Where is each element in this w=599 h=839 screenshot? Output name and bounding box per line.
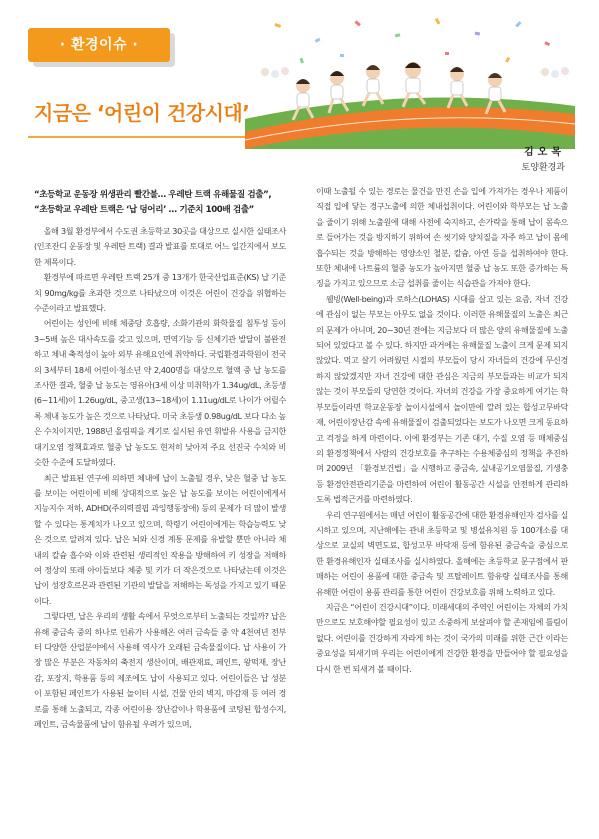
- body-paragraph: 우리 연구원에서는 매년 어린이 활동공간에 대한 환경유해인자 검사를 실시하고 있으며, 지난해에는 관내 초등학교 및 병설유치원 등 100개소를 대상으로 교실의 벽면도료, 합성고무 바닥재 등에 함유된 중금속을 중심으로 한 환경유해인자 실태조사를 실시하였다. 올해에는 초등학교 문구점에서 판매하는 어린이 용품에 대한 중금속 및 프탈레이트 함유량 실태조사를 통해 유해한 어린이 용품 관리를 통한 어린이 건강보호를 위해 노력하고 있다.: [316, 509, 568, 597]
- body-paragraph: 이때 노출될 수 있는 경로는 물건을 만진 손을 입에 가져가는 경우나 제품이 직접 입에 닿는 경구노출에 의한 체내섭취이다. 어린이와 학부모는 납 노출을 줄이기 위해 노출원에 대해 사전에 숙지하고, 손가락을 통해 납이 몸속으로 들어가는 것을 방지하기 위하여 손 씻기와 양치질을 자주 하고 납이 몸에 흡수되는 것을 방해하는 영양소인 철분, 칼슘, 아연 등을 섭취하여야 한다. 또한 체내에 나트륨의 혈중 농도가 높아지면 혈중 납 농도 또한 증가하는 특징을 가지고 있으므로 소금 섭취를 줄이는 식습관을 가져야 한다.: [316, 186, 568, 289]
- running-children-illustration: [245, 14, 575, 149]
- section-tab: · 환경이슈 ·: [28, 28, 170, 62]
- body-paragraph: 올해 3월 환경부에서 수도권 초등학교 30곳을 대상으로 실시한 실태조사(인조잔디 운동장 및 우레탄 트랙) 결과 발표를 토대로 어느 일간지에서 보도한 제목이다.: [34, 226, 286, 267]
- child-runner-3: [363, 65, 383, 106]
- quoted-headline: “초등학교 우레탄 트랙은 ‘납 덩어리’ … 기준치 100배 검출”: [34, 205, 254, 215]
- body-paragraph: 어린이는 성인에 비해 체중당 호흡량, 소화기관의 화학물질 침투성 등이 3~5배 높은 대사속도를 갖고 있으며, 면역기능 등 신체기관 발달이 불완전하고 체내 축적성이 높아 외부 유해요인에 취약하다. 국립환경과학원이 전국의 3세부터 18세 어린이·청소년 약 2,400명을 대상으로 혈액 중 납 농도를 조사한 결과, 혈중 납 농도는 영유아(3세 이상 미취학)가 1.34ug/dL, 초등생(6~11세)이 1.26ug/dL, 중고생(13~18세)이 1.11ug/dL로 나이가 어릴수록 체내 농도가 높은 것으로 나타났다. 미국 초등생 0.98ug/dL 보다 다소 높은 수치이지만, 1988년 올림픽을 계기로 실시된 유연 휘발유 사용을 금지한 대기오염 정책효과로 혈중 납 농도도 현저히 낮아져 주요 선진국 수치와 비슷한 수준에 도달하였다.: [34, 318, 286, 468]
- author-name: 김오목: [524, 147, 565, 158]
- author-block: [522, 143, 565, 173]
- quoted-headline: “초등학교 운동장 위생관리 빨간불… 우레탄 트랙 유해물질 검출”,: [34, 190, 272, 200]
- body-paragraph: 웰빙(Well-being)과 로하스(LOHAS) 시대를 살고 있는 요즘, 자녀 건강에 관심이 없는 부모는 아무도 없을 것이다. 이러한 유해물질의 노출은 최근의 문제가 아니며, 20~30년 전에는 지금보다 더 많은 양의 유해물질에 노출되어 있었다고 볼 수 있다. 하지만 과거에는 유해물질 노출이 크게 문제 되지 않았다. 먹고 살기 어려웠던 시절의 부모들이 당시 자녀들의 건강에 무신경하지 않았겠지만 자녀 건강에 대한 관심은 지금의 부모들과는 비교가 되지 않는 것이 부모들의 당연한 것이다. 자녀의 건강을 가장 중요하게 여기는 학부모들이라면 학교운동장 놀이시설에서 놀이만에 깔려 있는 합성고무바닥재, 어린이장난감 속에 유해물질이 검출되었다는 보도가 나오면 크게 동요하고 걱정을 하게 마련이다. 이에 환경부는 기존 대기, 수질 오염 등 매체중심의 환경정책에서 사람의 건강보호를 추구하는 수용체중심의 정책을 추진하며 2009년 「환경보건법」을 시행하고 중금속, 실내공기오염물질, 기생충 등 환경안전관리기준을 마련하여 어린이 활동공간 시설을 안전하게 관리하도록 법적근거를 마련하였다.: [316, 293, 568, 505]
- right-column: [316, 184, 568, 677]
- confetti-decoration: [274, 18, 550, 64]
- left-column: [34, 188, 286, 732]
- body-paragraph: 지금은 “어린이 건강시대”이다. 미래세대의 주역인 어린이는 자체의 가치만으로도 보호해야할 필요성이 있고 소중하게 보살펴야 할 존재임에 틀림이 없다. 어린이를 건강하게 자라게 하는 것이 국가의 미래를 위한 근간 이라는 중요성을 되새기며 우리는 어린이에게 건강한 환경을 만들어야 할 필요성을 다시 한 번 되새겨 볼 때이다.: [316, 601, 568, 674]
- author-affiliation: 토양환경과: [521, 163, 565, 173]
- body-paragraph: 최근 발표된 연구에 의하면 체내에 납이 노출될 경우, 낮은 혈중 납 농도를 보이는 어린이에 비해 상대적으로 높은 납 농도를 보이는 어린이에게서 지능지수 저하, ADHD(주의력결핍 과잉행동장애) 등의 문제가 더 많이 발생할 수 있다는 통계치가 나오고 있으며, 학령기 어린이에게는 학습능력도 낮은 것으로 알려져 있다. 납은 뇌와 신경 계통 문제를 유발할 뿐만 아니라 체내의 칼슘 흡수와 이와 관련된 생리적인 작용을 방해하여 키 성장을 저해하여 정상의 또래 아이들보다 체중 및 키가 더 작은것으로 나타났는데 이것은 납이 성장호르몬과 관련된 기관의 발달을 저해하는 독성을 가지고 있기 때문이다.: [34, 472, 286, 606]
- body-paragraph: 그렇다면, 납은 우리의 생활 속에서 무엇으로부터 노출되는 것일까? 납은 유해 중금속 중의 하나로 인류가 사용해온 여러 금속들 중 약 4천여년 전부터 다양한 산업분야에서 사용해 역사가 오래된 금속물질이다. 납 사용이 가장 많은 부분은 자동차의 축전지 생산이며, 배관재료, 페인트, 왕떡재, 장난감, 포장지, 학용품 등의 제조에도 납이 사용되고 있다. 어린이들은 납 성분이 포함된 페인트가 사용된 놀이터 시설, 건물 안의 벽지, 마감재 등 여러 경로를 통해 노출되고, 각종 어린이용 장난감이나 학용품에 코팅된 합성수지, 페인트, 금속물품에 납이 함유될 우려가 있으며,: [34, 611, 286, 729]
- body-paragraph: 환경부에 따르면 우레탄 트랙 25개 중 13개가 한국산업표준(KS) 납 기준치 90mg/kg를 초과한 것으로 나타났으며 이것은 어린이 건강을 위협하는 수준이라고 발표했다.: [34, 272, 286, 314]
- article-title: 지금은 ‘어린이 건강시대’: [34, 101, 250, 125]
- quoted-headlines: [34, 188, 286, 218]
